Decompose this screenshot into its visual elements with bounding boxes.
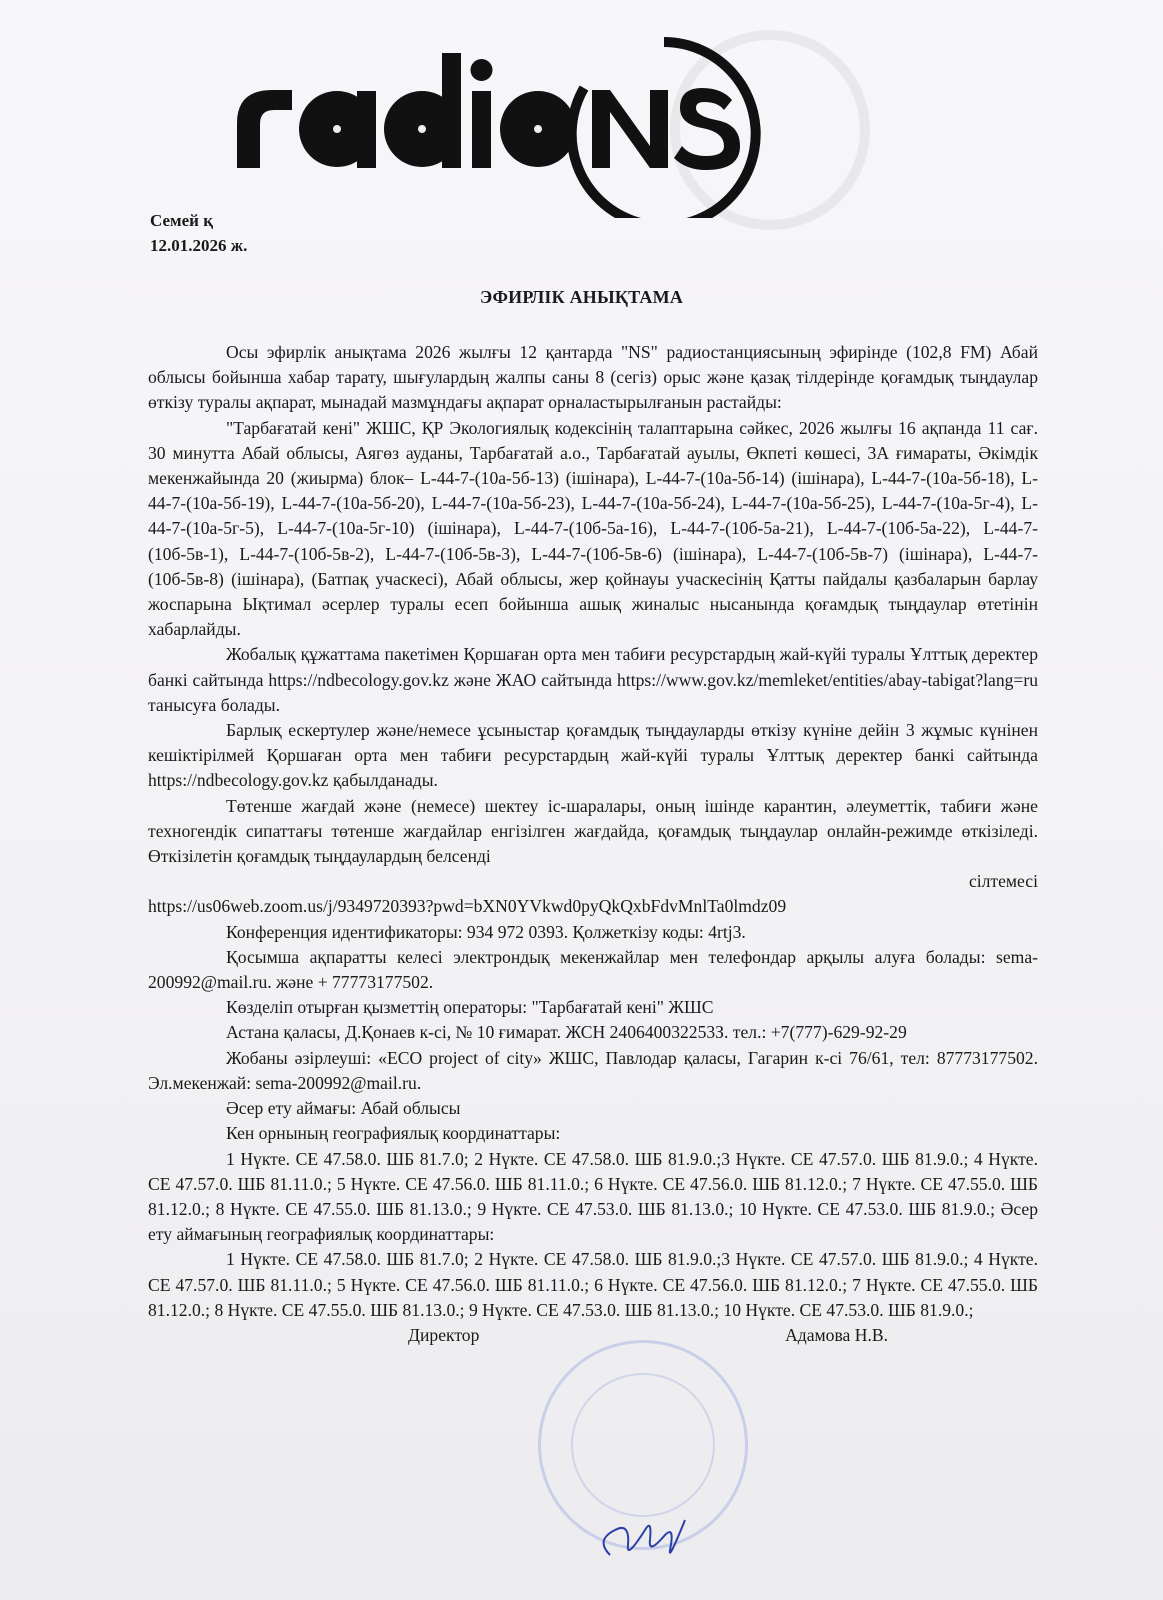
conference-id: Конференция идентификаторы: 934 972 0393. Қолжеткізу коды: 4rtj3. <box>226 921 746 942</box>
paragraph-emergency: Төтенше жағдай және (немесе) шектеу іс-шаралары, оның ішінде карантин, әлеуметтік, табиғи және техногендік сипаттағы төтенше жағдайлар енгізілген жағдайда, қоғамдық тыңдаулар онлайн-режимде өткізіледі. Өткізілетін қоғамдық тыңдаулардың белсенді <box>148 795 1038 867</box>
place-and-date <box>150 208 247 258</box>
radio-ns-logo <box>232 28 832 218</box>
impact-zone: Әсер ету аймағы: Абай облысы <box>226 1098 461 1119</box>
contacts: Қосымша ақпаратты келесі электрондық мекенжайлар мен телефондар арқылы алуға болады: sema-200992@mail.ru. және + 77773177502. <box>148 946 1038 993</box>
handwritten-signature <box>590 1500 710 1570</box>
paragraph-comments: Барлық ескертулер және/немесе ұсыныстар қоғамдық тыңдауларды өткізу күніне дейін 3 жұмыс күнінен кешіктірілмей Қоршаған орта мен табиғи ресурстардың жай-күйі туралы Ұлттық деректер банкі сайтында https://ndbecology.gov.kz қабылданады. <box>148 720 1038 791</box>
zoom-link[interactable]: https://us06web.zoom.us/j/9349720393?pwd=bXN0YVkwd0pyQkQxbFdvMnlTa0lmdz09 <box>148 896 787 917</box>
document-body <box>148 340 1038 1348</box>
paragraph-documentation: Жобалық құжаттама пакетімен Қоршаған орта мен табиғи ресурстардың жай-күйі туралы Ұлттық деректер банкі сайтында https://ndbecology.gov.kz және ЖАО сайтында https://www.gov.kz/memleket/entities/abay-tabigat?lang=ru танысуға болады. <box>148 644 1038 715</box>
document-title: ЭФИРЛІК АНЫҚТАМА <box>479 287 684 307</box>
operator: Көзделіп отырған қызметтің операторы: "Тарбағатай кені" ЖШС <box>226 997 714 1018</box>
deposit-coords: 1 Нүкте. СЕ 47.58.0. ШБ 81.7.0; 2 Нүкте. СЕ 47.58.0. ШБ 81.9.0.;3 Нүкте. СЕ 47.57.0. ШБ 81.9.0.; 4 Нүкте. СЕ 47.57.0. ШБ 81.11.0.; 5 Нүкте. СЕ 47.56.0. ШБ 81.11.0.; 6 Нүкте. СЕ 47.56.0. ШБ 81.12.0.; 7 Нүкте. СЕ 47.55.0. ШБ 81.12.0.; 8 Нүкте. СЕ 47.55.0. ШБ 81.13.0.; 9 Нүкте. СЕ 47.53.0. ШБ 81.13.0.; 10 Нүкте. СЕ 47.53.0. ШБ 81.9.0.; Әсер ету аймағының географиялық координаттары: <box>148 1148 1038 1245</box>
paragraph-announcement: "Тарбағатай кені" ЖШС, ҚР Экологиялық кодексінің талаптарына сәйкес, 2026 жылғы 16 ақпанда 11 сағ. 30 минутта Абай облысы, Аягөз ауданы, Тарбағатай а.о., Тарбағатай ауылы, Өкпеті көшесі, 3А ғимараты, Әкімдік мекенжайында 20 (жиырма) блок– L-44-7-(10а-5б-13) (ішінара), L-44-7-(10а-5б-14) (ішінара), L-44-7-(10а-5б-18), L-44-7-(10а-5б-19), L-44-7-(10а-5б-20), L-44-7-(10а-5б-23), L-44-7-(10а-5б-24), L-44-7-(10а-5б-25), L-44-7-(10а-5г-4), L-44-7-(10а-5г-5), L-44-7-(10а-5г-10) (ішінара), L-44-7-(10б-5а-16), L-44-7-(10б-5а-21), L-44-7-(10б-5а-22), L-44-7-(10б-5в-1), L-44-7-(10б-5в-2), L-44-7-(10б-5в-3), L-44-7-(10б-5в-6) (ішінара), L-44-7-(10б-5в-7) (ішінара), L-44-7-(10б-5в-8) (ішінара), (Батпақ учаскесі), Абай облысы, жер қойнауы учаскесінің Қатты пайдалы қазбаларын барлау жоспарына Ықтимал әсерлер туралы есеп бойынша ашық жиналыс нысанында қоғамдық тыңдаулар өтетінін хабарлайды. <box>148 417 1038 640</box>
signature-row <box>148 1323 1038 1348</box>
signature-name: Адамова Н.В. <box>785 1324 888 1345</box>
operator-address: Астана қаласы, Д.Қонаев к-сі, № 10 ғимарат. ЖСН 240640032253З. тел.: +7(777)-629-92-29 <box>226 1022 907 1043</box>
city: Семей қ <box>150 211 213 230</box>
developer: Жобаны әзірлеуші: «ECO project of city» ЖШС, Павлодар қаласы, Гагарин к-сі 76/61, тел: 87773177502. Эл.мекенжай: sema-200992@mail.ru. <box>148 1047 1038 1093</box>
impact-coords: 1 Нүкте. СЕ 47.58.0. ШБ 81.7.0; 2 Нүкте. СЕ 47.58.0. ШБ 81.9.0.;3 Нүкте. СЕ 47.57.0. ШБ 81.9.0.; 4 Нүкте. СЕ 47.57.0. ШБ 81.11.0.; 5 Нүкте. СЕ 47.56.0. ШБ 81.11.0.; 6 Нүкте. СЕ 47.56.0. ШБ 81.12.0.; 7 Нүкте. СЕ 47.55.0. ШБ 81.12.0.; 8 Нүкте. СЕ 47.55.0. ШБ 81.13.0.; 9 Нүкте. СЕ 47.53.0. ШБ 81.13.0.; 10 Нүкте. СЕ 47.53.0. ШБ 81.9.0.; <box>148 1249 1038 1320</box>
paragraph-intro: Осы эфирлік анықтама 2026 жылғы 12 қантарда "NS" радиостанциясының эфирінде (102,8 FM) Абай облысы бойынша хабар тарату, шығулардың жалпы саны 8 (сегіз) орыс және қазақ тілдерінде қоғамдық тыңдаулар өткізу туралы ақпарат, мынадай мазмұндағы ақпарат орналастырылғанын растайды: <box>148 342 1038 413</box>
link-label: сілтемесі <box>968 871 1038 892</box>
signature-role: Директор <box>408 1324 480 1345</box>
date: 12.01.2026 ж. <box>150 236 248 255</box>
deposit-coords-title: Кен орнының географиялық координаттары: <box>226 1123 561 1144</box>
